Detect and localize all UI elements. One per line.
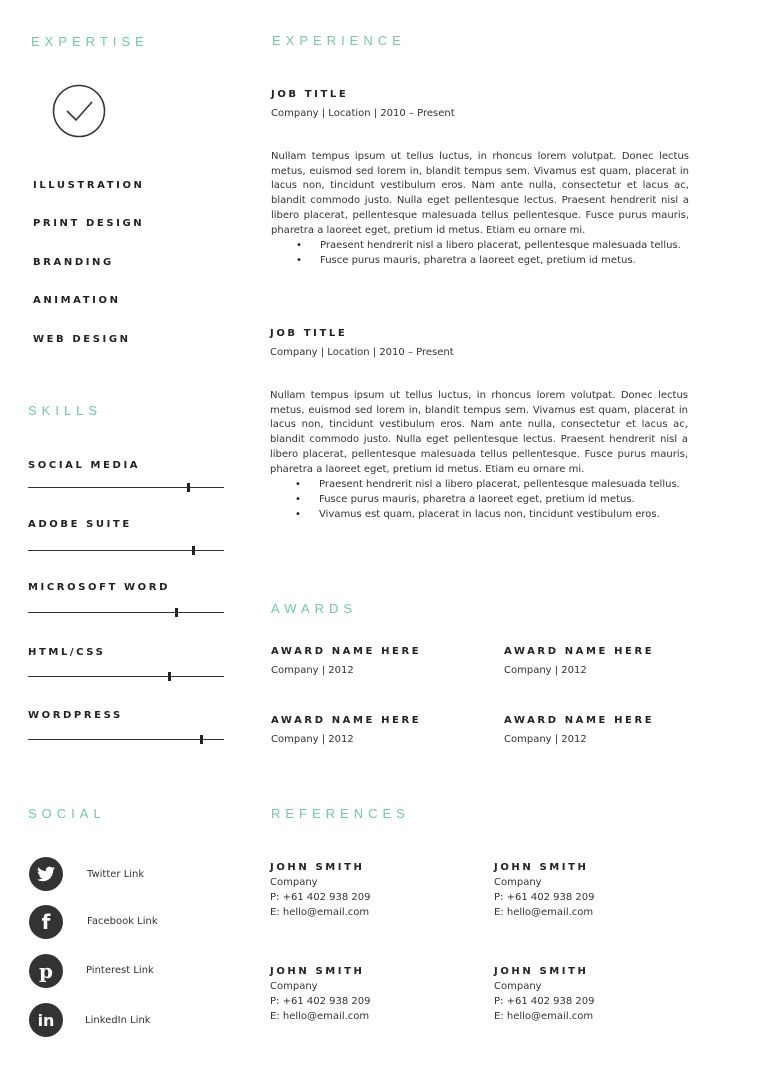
reference-company: Company: [270, 981, 318, 992]
reference-company: Company: [270, 877, 318, 888]
skill-name: MICROSOFT WORD: [28, 582, 170, 593]
skill-bar: [28, 612, 224, 613]
reference-company: Company: [494, 877, 542, 888]
social-heading: SOCIAL: [28, 806, 106, 821]
reference-card: [270, 861, 370, 920]
reference-name: JOHN SMITH: [270, 966, 365, 977]
skill-level-marker: [200, 735, 203, 744]
social-label[interactable]: LinkedIn Link: [85, 1015, 151, 1026]
job-bullet: • Praesent hendrerit nisl a libero placerat, pellentesque malesuada tellus.: [319, 479, 680, 490]
job-bullet: • Fusce purus mauris, pharetra a laoreet eget, pretium id metus.: [320, 255, 636, 266]
reference-phone: P: +61 402 938 209: [270, 996, 371, 1007]
reference-phone: P: +61 402 938 209: [494, 892, 595, 903]
skill-level-marker: [187, 483, 190, 492]
job-title: JOB TITLE: [270, 328, 348, 339]
skill-level-marker: [168, 672, 171, 681]
skill-level-marker: [192, 546, 195, 555]
pinterest-icon[interactable]: p: [29, 954, 63, 988]
reference-card: [494, 861, 594, 920]
checkmark-circle-icon: [52, 84, 106, 138]
skill-bar: [28, 487, 224, 488]
references-heading: REFERENCES: [271, 806, 410, 821]
awards-heading: AWARDS: [271, 601, 358, 616]
reference-phone: P: +61 402 938 209: [494, 996, 595, 1007]
award-name: AWARD NAME HERE: [271, 715, 422, 726]
reference-email[interactable]: E: hello@email.com: [494, 1011, 594, 1022]
twitter-icon[interactable]: [29, 857, 63, 891]
job-meta: Company | Location | 2010 – Present: [270, 347, 454, 358]
reference-phone: P: +61 402 938 209: [270, 892, 371, 903]
skill-bar: [28, 739, 224, 740]
reference-email[interactable]: E: hello@email.com: [270, 1011, 370, 1022]
award-meta: Company | 2012: [504, 734, 587, 745]
expertise-item: WEB DESIGN: [33, 334, 131, 345]
reference-email[interactable]: E: hello@email.com: [270, 907, 370, 918]
reference-email[interactable]: E: hello@email.com: [494, 907, 594, 918]
linkedin-icon[interactable]: in: [29, 1003, 63, 1037]
expertise-heading: EXPERTISE: [31, 34, 149, 49]
reference-company: Company: [494, 981, 542, 992]
job-bullet: • Praesent hendrerit nisl a libero placerat, pellentesque malesuada tellus.: [320, 240, 681, 251]
job-title: JOB TITLE: [271, 89, 349, 100]
skill-name: SOCIAL MEDIA: [28, 460, 141, 471]
job-bullet: • Vivamus est quam, placerat in lacus non, tincidunt vestibulum eros.: [319, 509, 660, 520]
reference-card: [494, 965, 594, 1024]
skill-name: HTML/CSS: [28, 647, 106, 658]
skill-bar: [28, 676, 224, 677]
expertise-item: BRANDING: [33, 257, 114, 268]
job-bullet: • Fusce purus mauris, pharetra a laoreet eget, pretium id metus.: [319, 494, 635, 505]
experience-heading: EXPERIENCE: [272, 33, 406, 48]
skill-level-marker: [175, 608, 178, 617]
expertise-item: ANIMATION: [33, 295, 121, 306]
award-meta: Company | 2012: [271, 734, 354, 745]
award-name: AWARD NAME HERE: [271, 646, 422, 657]
skill-name: WORDPRESS: [28, 710, 123, 721]
reference-name: JOHN SMITH: [494, 862, 589, 873]
reference-name: JOHN SMITH: [270, 862, 365, 873]
skills-heading: SKILLS: [28, 403, 103, 418]
social-label[interactable]: Twitter Link: [87, 869, 145, 880]
job-description: Nullam tempus ipsum ut tellus luctus, in rhoncus lorem volutpat. Donec lectus metus, euismod sed lorem in, blandit tempus sem. Vivamus est quam, placerat in lacus non, tincidunt vestibulum eros. Nam ante nulla, consectetur et lacus ac, blandit commodo justo. Nulla eget pellentesque lectus. Praesent hendrerit nisl a libero placerat, pellentesque malesuada tellus pellentesque. Fusce purus mauris, pharetra a laoreet eget, pretium id metus. Etiam eu ornare mi.: [271, 151, 689, 236]
job-meta: Company | Location | 2010 – Present: [271, 108, 455, 119]
expertise-item: PRINT DESIGN: [33, 218, 145, 229]
expertise-item: ILLUSTRATION: [33, 180, 145, 191]
award-meta: Company | 2012: [271, 665, 354, 676]
reference-name: JOHN SMITH: [494, 966, 589, 977]
reference-card: [270, 965, 370, 1024]
social-label[interactable]: Pinterest Link: [86, 965, 154, 976]
award-name: AWARD NAME HERE: [504, 715, 655, 726]
award-meta: Company | 2012: [504, 665, 587, 676]
social-label[interactable]: Facebook Link: [87, 916, 158, 927]
award-name: AWARD NAME HERE: [504, 646, 655, 657]
skill-name: ADOBE SUITE: [28, 519, 132, 530]
job-description: Nullam tempus ipsum ut tellus luctus, in rhoncus lorem volutpat. Donec lectus metus, euismod sed lorem in, blandit tempus sem. Vivamus est quam, placerat in lacus non, tincidunt vestibulum eros. Nam ante nulla, consectetur et lacus ac, blandit commodo justo. Nulla eget pellentesque lectus. Praesent hendrerit nisl a libero placerat, pellentesque malesuada tellus pellentesque. Fusce purus mauris, pharetra a laoreet eget, pretium id metus. Etiam eu ornare mi.: [270, 390, 688, 475]
facebook-icon[interactable]: f: [29, 905, 63, 939]
